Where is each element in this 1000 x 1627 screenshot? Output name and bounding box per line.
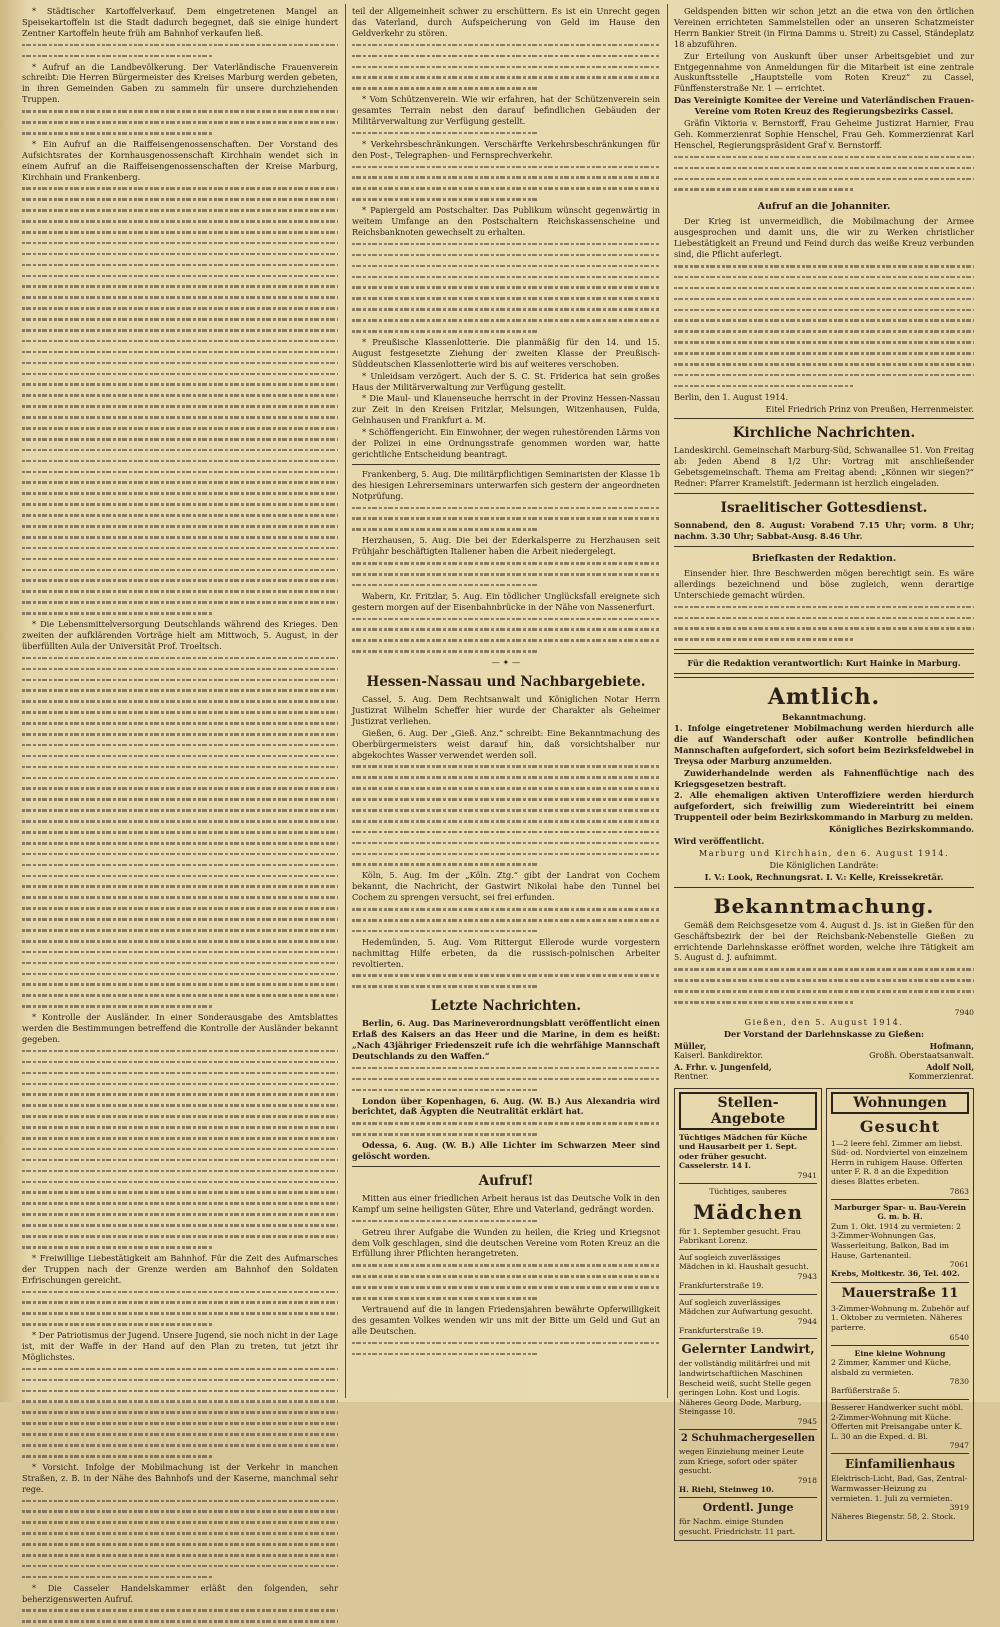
johanniter-date: Berlin, den 1. August 1914. <box>674 391 789 402</box>
landraete-label: Die Königlichen Landräte: <box>769 859 879 870</box>
section-kirchliche: Kirchliche Nachrichten. <box>732 425 916 442</box>
ad-text: Tüchtiges Mädchen für Küche und Hausarbeit per 1. Sept. oder früher gesucht. Casselerstr. 14 I. <box>679 1132 808 1171</box>
text-lines <box>352 128 660 139</box>
signature-title: Großh. Oberstaatsanwalt. <box>869 1051 974 1061</box>
text-lines <box>352 1338 660 1360</box>
separator <box>674 649 974 654</box>
article-lebensmittel: * Die Lebensmittelversorgung Deutschlands während des Krieges. Den zweiten der aufklärenden Vorträge hielt am Mittwoch, 5. August, in der überfüllten Aula der Universität Prof. Troeltsch. <box>22 619 338 651</box>
text-lines <box>352 239 660 337</box>
ad-text: Krebs, Moltkestr. 36, Tel. 402. <box>831 1269 960 1279</box>
ad-separator <box>831 1345 969 1346</box>
article-geldverkehr: teil der Allgemeinheit schwer zu erschüttern. Es ist ein Unrecht gegen das Vaterland, durch Aufspeicherung von Geld im Hause den Geldverkehr zu stören. <box>352 6 660 38</box>
article-london: London über Kopenhagen, 6. Aug. (W. B.) Aus Alexandria wird berichtet, daß Ägypten die Neutralität erklärt hat. <box>352 1095 660 1117</box>
signature: Adolf Noll, <box>926 1061 974 1072</box>
article-landbevoelkerung: * Aufruf an die Landbevölkerung. Der Vaterländische Frauenverein schreibt: Die Herren Bürgermeister des Kreises Marburg werden gebeten, in ihren Gemeinden Gaben zu sammeln für unsere durchziehenden Truppen. <box>22 61 338 105</box>
text-lines <box>352 904 660 937</box>
text-lines <box>22 106 338 139</box>
text-lines <box>22 653 338 1012</box>
amtlich-point-2: 2. Alle ehemaligen aktiven Unteroffiziere werden hierdurch aufgefordert, sich freiwillig zum Wiedereintritt bei einem Truppenteil oder beim Bezirkskommando in Marburg zu melden. <box>674 790 974 823</box>
separator <box>674 887 974 888</box>
text-lines <box>674 964 974 1008</box>
classified-ads <box>674 1088 974 1541</box>
text-lines <box>352 162 660 206</box>
text-lines <box>352 40 660 94</box>
amtlich-subheading: Bekanntmachung. <box>781 712 867 723</box>
ad-headline: Mädchen <box>692 1199 804 1224</box>
signature-title: Rentner. <box>674 1072 709 1082</box>
article-handelskammer: * Die Casseler Handelskammer erläßt den folgenden, sehr beherzigenswerten Aufruf. <box>22 1582 338 1604</box>
section-briefkasten: Briefkasten der Redaktion. <box>751 552 897 564</box>
amtlich-point-1: 1. Infolge eingetretener Mobilmachung werden hierdurch alle die auf Wanderschaft oder außer Kontrolle befindlichen Mannschaften aufgefordert, sich sofort beim Bezirksfeldwebel in Treysa oder Marburg anzumelden. <box>674 723 974 766</box>
article-raiffeisen: * Ein Aufruf an die Raiffeisengenossenschaften. Der Vorstand des Aufsichtsrates der Kornhausgenossenschaft Kirchhain wendet sich in einem Aufruf an die Raiffeisengenossenschaften der Kreise Marburg, Kirchhain und Frankenberg. <box>22 138 338 182</box>
ad-text: Frankfurterstraße 19. <box>679 1281 764 1291</box>
ad-separator <box>679 1249 817 1250</box>
ad-separator <box>831 1282 969 1283</box>
ad-text: Eine kleine Wohnung <box>854 1348 946 1358</box>
ad-text: Elektrisch-Licht, Bad, Gas, Zentral-Warmwasser-Heizung zu vermieten. 1. Juli zu vermieten. <box>831 1474 968 1503</box>
ad-text: Marburger Spar- u. Bau-Verein G. m. b. H. <box>834 1202 966 1222</box>
article-herzhausen: Herzhausen, 5. Aug. Die bei der Ederkalsperre zu Herzhausen seit Frühjahr beschäftigten Italiener haben die Arbeit niedergelegt. <box>352 535 660 557</box>
ads-stellen-title: Stellen-Angebote <box>679 1092 817 1130</box>
redaktion-line: Für die Redaktion verantwortlich: Kurt Hainke in Marburg. <box>687 658 961 669</box>
signature: Hofmann, <box>929 1040 974 1051</box>
briefkasten-text: Einsender hier. Ihre Beschwerden mögen berechtigt sein. Es wäre allerdings bezeichnend und böse zugleich, wenn derartige Unterschiede gemacht würden. <box>674 567 974 600</box>
article-bahnhof: * Freiwillige Liebestätigkeit am Bahnhof. Für die Zeit des Aufmarsches der Truppen nach der Grenze werden am Bahnhof den Soldaten Erfrischungen gereicht. <box>22 1252 338 1285</box>
aufruf-para-1: Mitten aus einer friedlichen Arbeit heraus ist das Deutsche Volk in den Kampf um seine heiligsten Güter, Ehre und Vaterland, gedrängt worden. <box>352 1192 660 1214</box>
article-unleidsam: * Unleidsam verzögert. Auch der S. C. St. Friderica hat sein großes Haus der Militärverwaltung zur Verfügung gestellt. <box>352 370 660 392</box>
ad-text: Tüchtiges, sauberes <box>709 1187 787 1197</box>
text-lines <box>352 503 660 536</box>
section-israelit: Israelitischer Gottesdienst. <box>720 500 928 517</box>
ad-headline: Mauerstraße 11 <box>841 1285 959 1301</box>
ad-headline: Gelernter Landwirt, <box>681 1342 815 1357</box>
bezirkskommando: Königliches Bezirkskommando. <box>828 824 974 835</box>
ad-text: Auf sogleich zuverlässiges Mädchen in kl. Haushalt gesucht. <box>679 1252 809 1272</box>
signature-row <box>674 1062 974 1073</box>
article-cassel: Cassel, 5. Aug. Dem Rechtsanwalt und Königlichen Notar Herrn Justizrat Wilhelm Scheffer hier wurde der Charakter als Geheimer Justizrat verliehen. <box>352 694 660 726</box>
separator <box>352 464 660 465</box>
signature-row <box>674 1051 974 1062</box>
ad-text: Näheres Biegenstr. 58, 2. Stock. <box>831 1512 956 1522</box>
ad-separator <box>679 1497 817 1498</box>
ad-text: 2 Zimmer, Kammer und Küche, alsbald zu vermieten. <box>831 1358 952 1377</box>
ad-headline: Ordentl. Junge <box>702 1501 794 1515</box>
article-auslaender: * Kontrolle der Ausländer. In einer Sonderausgabe des Amtsblattes werden die Bestimmungen betreffend die Kontrolle der Ausländer bekannt gegeben. <box>22 1012 338 1044</box>
column-1 <box>22 6 338 1604</box>
ad-text: Auf sogleich zuverlässiges Mädchen zur Aufwartung gesucht. <box>679 1297 813 1317</box>
article-jugend: * Der Patriotismus der Jugend. Unsere Jugend, sie noch nicht in der Lage ist, mit der Waffe in der Hand auf den Plan zu treten, tut jetzt ihr Möglichstes. <box>22 1330 338 1362</box>
separator <box>352 1166 660 1167</box>
ad-headline: Einfamilienhaus <box>844 1457 956 1472</box>
article-papiergeld: * Papiergeld am Postschalter. Das Publikum wünscht gegenwärtig in weitem Umfange an den Postschaltern Reichskassenscheine und Reichsbanknoten gewechselt zu erhalten. <box>352 205 660 237</box>
article-frankenberg: Frankenberg, 5. Aug. Die militärpflichtigen Seminaristen der Klasse 1b des hiesigen Lehrerseminars unterwarfen sich gestern der angeordneten Notprüfung. <box>352 468 660 501</box>
ad-separator <box>679 1429 817 1430</box>
ad-text: wegen Einziehung meiner Leute zum Kriege, sofort oder später gesucht. <box>679 1446 804 1476</box>
ad-text: Barfüßerstraße 5. <box>831 1386 900 1396</box>
separator <box>674 418 974 419</box>
ad-separator <box>679 1294 817 1295</box>
aufruf-para-3: Vertrauend auf die in langen Friedensjahren bewährte Opferwilligkeit des gesamten Volkes wenden wir uns mit der Bitte um Geld und Gut an alle Deutschen. <box>352 1303 660 1336</box>
section-johanniter: Aufruf an die Johanniter. <box>757 201 891 213</box>
veroeffentlicht: Wird veröffentlicht. <box>674 836 765 847</box>
text-lines <box>22 1364 338 1462</box>
signature: A. Frhr. v. Jungenfeld, <box>674 1061 772 1072</box>
text-lines <box>674 602 974 646</box>
darlehnskasse-text: Gemäß dem Reichsgesetze vom 4. August d. Js. ist in Gießen für den Geschäftsbezirk der bei der Reichsbank-Nebenstelle Gießen zu errichtende Darlehnskasse eröffnet worden, welche ihre Tätigkeit am 5. August d. J. aufnimmt. <box>674 919 974 963</box>
ad-number: 7918 <box>797 1475 817 1485</box>
text-lines <box>352 614 660 658</box>
article-verkehr: * Verkehrsbeschränkungen. Verschärfte Verkehrsbeschränkungen für den Post-, Telegraphen- und Fernsprechverkehr. <box>352 138 660 160</box>
signature-row <box>674 1072 974 1083</box>
ad-separator <box>679 1183 817 1184</box>
ad-text: H. Riehl, Steinweg 10. <box>679 1484 774 1494</box>
article-schoeffengericht: * Schöffengericht. Ein Einwohner, der wegen ruhestörenden Lärms von der Polizei in eine Ordnungsstrafe genommen worden war, hatte gerichtliche Entscheidung beantragt. <box>352 427 660 459</box>
signature-title: Kaiserl. Bankdirektor. <box>674 1051 763 1061</box>
ad-number: 7061 <box>949 1260 969 1270</box>
ads-wohnungen <box>826 1088 974 1541</box>
signature: Müller, <box>674 1040 707 1051</box>
ad-text: 1—2 leere fehl. Zimmer am liebst. Süd- od. Nordviertel von einzelnem Herrn in ruhigem Hause. Offerten unter F. R. 8 an die Expedition dieses Blattes erbeten. <box>831 1138 968 1187</box>
text-lines <box>22 1605 338 1627</box>
komitee-signatories: Gräfin Viktoria v. Bernstorff, Frau Geheime Justizrat Harnier, Frau Geh. Kommerzienrat Sophie Henschel, Frau Geh. Kommerzienrat Karl Henschel, Regierungspräsident Graf v. Bernstorff. <box>674 118 974 150</box>
ad-text: 3-Zimmer-Wohnung m. Zubehör auf 1. Oktober zu vermieten. Näheres parterre. <box>831 1303 969 1332</box>
ad-number: 7863 <box>949 1186 969 1196</box>
darlehnskasse-date: Gießen, den 5. August 1914. <box>744 1016 904 1027</box>
johanniter-signature: Eitel Friedrich Prinz von Preußen, Herrenmeister. <box>765 403 974 414</box>
amtlich-warning: Zuwiderhandelnde werden als Fahnenflüchtige nach des Kriegsgesetzen bestraft. <box>674 767 974 789</box>
text-lines <box>674 152 974 196</box>
article-giessen: Gießen, 6. Aug. Der „Gieß. Anz.“ schreibt: Eine Bekanntmachung des Oberbürgermeisters weist darauf hin, daß vorsichtshalber nur abgekochtes Wasser verwendet werden soll. <box>352 727 660 760</box>
article-schuetzenverein: * Vom Schützenverein. Wie wir erfahren, hat der Schützenverein sein gesamtes Terrain nebst den darauf befindlichen Gebäuden der Militärverwaltung zur Verfügung gestellt. <box>352 94 660 126</box>
landraete-signatures: I. V.: Look, Rechnungsrat. I. V.: Kelle, Kreissekretär. <box>704 871 944 882</box>
text-lines <box>352 1260 660 1304</box>
aufruf-geldspenden: Geldspenden bitten wir schon jetzt an die etwa von den örtlichen Vereinen errichteten Sammelstellen oder an unseren Schatzmeister Herrn Bankier Streit (in Firma Damms u. Streit) zu Cassel, Ständeplatz 18 abzuführen. <box>674 6 974 49</box>
text-lines <box>674 261 974 392</box>
text-lines <box>22 183 338 619</box>
separator <box>674 673 974 678</box>
article-hedemuenden: Hedemünden, 5. Aug. Vom Rittergut Ellerode wurde vorgestern nachmittag Hilfe erbeten, da die russisch-polnischen Arbeiter revoltierten. <box>352 936 660 969</box>
text-lines <box>22 40 338 62</box>
text-lines <box>352 761 660 870</box>
column-2 <box>352 6 660 1396</box>
article-seuche: * Die Maul- und Klauenseuche herrscht in der Provinz Hessen-Nassau zur Zeit in den Kreisen Fritzlar, Melsungen, Witzenhausen, Fulda, Gelnhausen und Frankfurt a. M. <box>352 393 660 426</box>
column-rule <box>667 4 668 1398</box>
ad-number: 7830 <box>949 1377 969 1387</box>
signature-row <box>674 1041 974 1052</box>
komitee-heading: Das Vereinigte Komitee der Vereine und Vaterländischen Frauen-Vereine vom Roten Kreuz des Regierungsbezirks Cassel. <box>674 95 974 117</box>
article-odessa: Odessa, 6. Aug. (W. B.) Alle Lichter im Schwarzen Meer sind gelöscht worden. <box>352 1140 660 1162</box>
aufruf-auskunft: Zur Erteilung von Auskunft über unser Arbeitsgebiet und zur Entgegennahme von Anmeldungen für die Mitarbeit ist eine zentrale Auskunftsstelle „Hauptstelle vom Roten Kreuz“ zu Cassel, Fünffensterstraße Nr. 1 — errichtet. <box>674 50 974 94</box>
column-3 <box>674 6 974 1536</box>
ad-number: 6540 <box>949 1332 969 1342</box>
article-lotterie: * Preußische Klassenlotterie. Die planmäßig für den 14. und 15. August festgesetzte Ziehung der zweiten Klasse der Preußisch-Süddeutschen Klassenlotterie wird bis auf weiteres verschoben. <box>352 336 660 369</box>
section-hessen-nassau: Hessen-Nassau und Nachbargebiete. <box>366 674 646 691</box>
amtlich-date: Marburg und Kirchhain, den 6. August 1914. <box>698 847 950 858</box>
ad-number: 3919 <box>949 1503 969 1513</box>
ad-headline: 2 Schuhmachergesellen <box>680 1432 816 1444</box>
ad-number: 7947 <box>949 1441 969 1451</box>
section-bekanntmachung: Bekanntmachung. <box>713 893 935 918</box>
text-lines <box>352 1216 660 1227</box>
ad-text: für Nachm. einige Stunden gesucht. Friedrichstr. 11 part. <box>679 1517 796 1536</box>
ad-number: 7940 <box>954 1007 974 1017</box>
ads-wohnungen-title: Wohnungen <box>831 1092 969 1114</box>
ad-separator <box>679 1338 817 1339</box>
separator <box>674 546 974 547</box>
text-lines <box>22 1496 338 1583</box>
text-lines <box>352 1118 660 1140</box>
ad-text: Zum 1. Okt. 1914 zu vermieten: 2 3-Zimmer-Wohnungen Gas, Wasserleitung, Balkon, Bad im Hause, Gartenanteil. <box>831 1221 961 1260</box>
ornament: — ✦ — <box>491 657 521 668</box>
ad-text: der vollständig militärfrei und mit landwirtschaftlichen Maschinen Bescheid weiß, sucht Stelle gegen geringen Lohn. Kost und Logis. <box>679 1359 812 1398</box>
johanniter-text: Der Krieg ist unvermeidlich, die Mobilmachung der Armee ausgesprochen und damit uns, die wir zu Werken christlicher Liebestätigkeit an Freund und Feind durch das weiße Kreuz verbunden sind, die Pflicht auferlegt. <box>674 216 974 260</box>
ad-separator <box>831 1199 969 1200</box>
signature-title: Kommerzienrat. <box>908 1072 974 1082</box>
article-kartoffel: * Städtischer Kartoffelverkauf. Dem eingetretenen Mangel an Speisekartoffeln ist die Stadt dadurch begegnet, daß sie einige hundert Zentner Kartoffeln heute früh am Bahnhof verkaufen ließ. <box>22 6 338 38</box>
text-lines <box>352 558 660 591</box>
ads-stellen <box>674 1088 822 1541</box>
ad-text: Frankfurterstraße 19. <box>679 1325 764 1335</box>
kirchliche-text: Landeskirchl. Gemeinschaft Marburg-Süd, Schwanallee 51. Von Freitag ab: Jeden Abend 8 1/2 Uhr: Vortrag mit anschließender Gebetsgemeinschaft. Thema am Freitag abend: „Können wir siegen?“ Redner: Pfarrer Kramelstift. Jedermann ist herzlich eingeladen. <box>674 445 974 489</box>
article-koeln: Köln, 5. Aug. Im der „Köln. Ztg.“ gibt der Landrat von Cochem bekannt, die Nachricht, der Gastwirt Nikolai habe den Tunnel bei Cochem zu sprengen versucht, sei frei erfunden. <box>352 870 660 903</box>
section-aufruf: Aufruf! <box>478 1172 534 1189</box>
israelit-text: Sonnabend, den 8. August: Vorabend 7.15 Uhr; vorm. 8 Uhr; nachm. 3.30 Uhr; Sabbat-Ausg. 8.46 Uhr. <box>674 520 974 541</box>
ad-separator <box>831 1399 969 1400</box>
ad-number: 7945 <box>797 1416 817 1426</box>
text-lines <box>352 1063 660 1096</box>
ad-number: 7943 <box>797 1272 817 1282</box>
aufruf-para-2: Getreu ihrer Aufgabe die Wunden zu heilen, die Krieg und Kriegsnot dem Volk geschlagen, sind die deutschen Vereine vom Roten Kreuz an die Erfüllung ihrer Pflichten herangetreten. <box>352 1226 660 1259</box>
text-lines <box>352 970 660 992</box>
column-rule <box>345 4 346 1398</box>
section-amtlich: Amtlich. <box>767 684 881 711</box>
article-berlin-erlass: Berlin, 6. Aug. Das Marineverordnungsblatt veröffentlicht einen Erlaß des Kaisers an das Heer und die Marine, in dem es heißt: „Nach 43jähriger Friedenszeit rufe ich die wehrfähige Mannschaft Deutschlands zu den Waffen.“ <box>352 1018 660 1061</box>
ad-separator <box>831 1453 969 1454</box>
ad-headline: Gesucht <box>859 1116 941 1136</box>
section-letzte-nachrichten: Letzte Nachrichten. <box>430 998 582 1015</box>
darlehnskasse-vorstand: Der Vorstand der Darlehnskasse zu Gießen: <box>723 1028 925 1039</box>
text-lines <box>22 1046 338 1253</box>
article-vorsicht: * Vorsicht. Infolge der Mobilmachung ist der Verkehr in manchen Straßen, z. B. in der Nähe des Bahnhofs und der Kaserne, manchmal sehr rege. <box>22 1461 338 1494</box>
ad-text: für 1. September gesucht. Frau Fabrikant Lorenz. <box>679 1226 801 1246</box>
text-lines <box>22 1287 338 1331</box>
ad-text: Besserer Handwerker sucht möbl. 2-Zimmer-Wohnung mit Küche. Offerten mit Preisangabe unter K. L. 30 an die Exped. d. Bl. <box>831 1402 964 1441</box>
separator <box>674 493 974 494</box>
ad-text: Näheres Georg Dode, Marburg, Steingasse 10. <box>679 1397 802 1417</box>
article-wabern: Wabern, Kr. Fritzlar, 5. Aug. Ein tödlicher Unglücksfall ereignete sich gestern morgen auf der Eisenbahnbrücke in der Nähe von Nassenerfurt. <box>352 590 660 612</box>
ad-number: 7944 <box>797 1316 817 1326</box>
ad-number: 7941 <box>797 1171 817 1181</box>
